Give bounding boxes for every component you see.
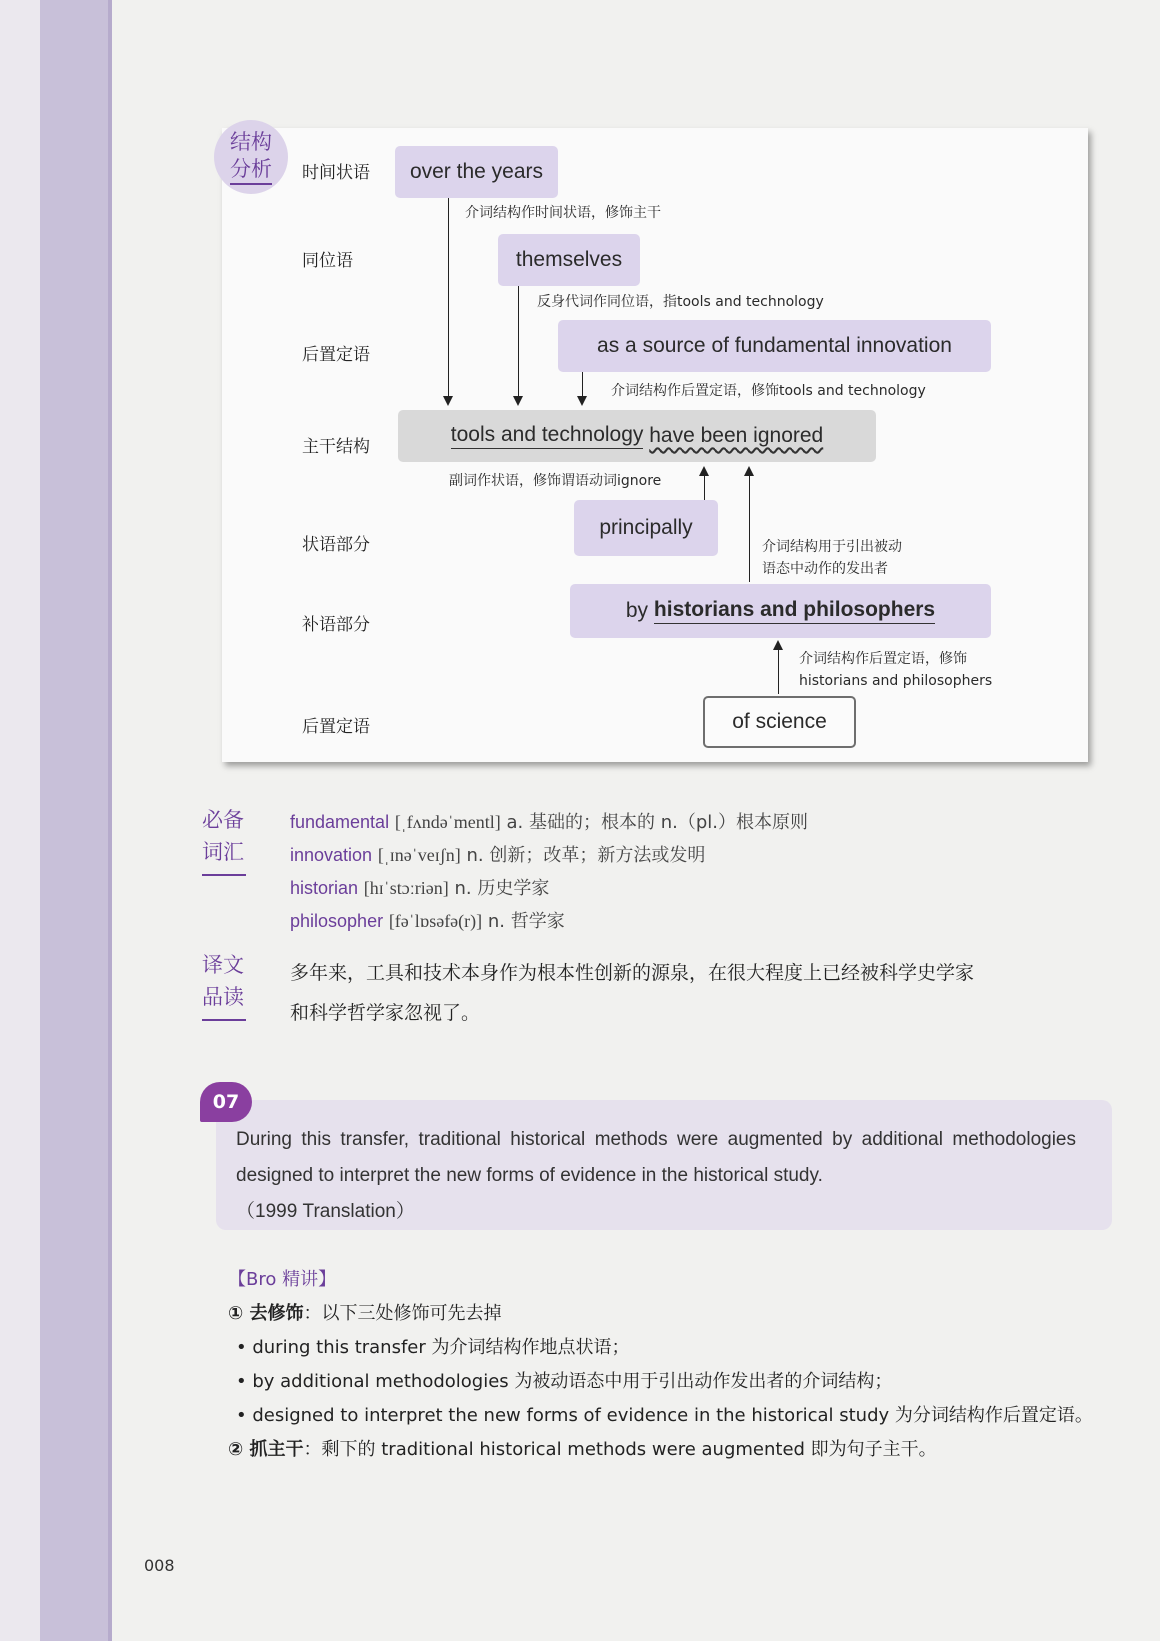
translation-line2: 和科学哲学家忽视了。 [290, 1002, 481, 1024]
vocab-list [290, 806, 808, 938]
vocab-word: philosopher [290, 911, 384, 931]
arrow-over-to-main [448, 198, 449, 404]
sentence-source: （1999 Translation） [236, 1201, 415, 1222]
row-label-main-clause: 主干结构 [302, 437, 370, 457]
vocab-phonetic: [ˌfʌndəˈmentl] [394, 812, 501, 832]
row-label-appositive: 同位语 [302, 251, 353, 271]
page-number: 008 [144, 1556, 175, 1575]
step-1-text: ：以下三处修饰可先去掉 [303, 1303, 502, 1324]
structure-analysis-badge [214, 120, 288, 194]
vocab-definition: n. 创新；改革；新方法或发明 [466, 845, 706, 866]
bullet-2: • by additional methodologies 为被动语态中用于引出动作发出者的介词结构； [236, 1371, 893, 1392]
step-1 [228, 1297, 1093, 1331]
note-time-adverbial: 介词结构作时间状语，修饰主干 [465, 205, 661, 221]
note-postmodifier: 介词结构作后置定语，修饰tools and technology [611, 383, 926, 399]
note-by-agent-line2: 语态中动作的发出者 [762, 561, 888, 578]
vocab-word: fundamental [290, 812, 390, 832]
bullet-3: • designed to interpret the new forms of evidence in the historical study 为分词结构作后置定语。 [236, 1405, 1093, 1426]
badge-line2: 分析 [230, 156, 272, 185]
note-by-agent-line1: 介词结构用于引出被动 [762, 539, 902, 555]
note-adverb: 副词作状语，修饰谓语动词ignore [449, 473, 662, 489]
step-1-label: ① 去修饰 [228, 1303, 304, 1324]
page-edge [0, 0, 40, 1641]
vocab-heading-line2: 词汇 [202, 839, 244, 864]
phrase-box-by-historians [570, 584, 991, 638]
sentence-body: During this transfer, traditional historical methods were augmented by additional methodologies designed to interpret the new forms of evidence in the historical study. [236, 1129, 1076, 1186]
sentence-07-text [236, 1122, 1076, 1230]
translation-text [290, 953, 1110, 1033]
by-word: by [625, 599, 649, 622]
phrase-box-main-clause [398, 410, 876, 462]
main-predicate: have been ignored [649, 424, 824, 447]
arrow-themselves-to-main [518, 286, 519, 404]
arrow-science-to-historians [778, 642, 779, 694]
note-of-science-line1: 介词结构作后置定语，修饰 [799, 651, 967, 667]
vocab-item [290, 905, 808, 938]
note-by-agent [762, 536, 902, 581]
vocab-item [290, 839, 808, 872]
arrow-by-to-main [749, 468, 750, 582]
vocab-definition: n. 哲学家 [487, 911, 565, 932]
vocab-definition: n. 历史学家 [454, 878, 550, 899]
main-subject: tools and technology [451, 423, 644, 449]
vocab-phonetic: [fəˈlɒsəfə(r)] [388, 911, 483, 931]
row-label-adverbial: 状语部分 [302, 535, 370, 555]
step-2 [228, 1433, 1093, 1467]
phrase-box-themselves: themselves [498, 234, 640, 286]
phrase-box-of-science: of science [703, 696, 856, 748]
vocab-item [290, 806, 808, 839]
translation-heading [202, 950, 246, 1021]
vocab-heading-line1: 必备 [202, 808, 244, 832]
arrow-source-to-main [582, 372, 583, 404]
translation-line1: 多年来，工具和技术本身作为根本性创新的源泉，在很大程度上已经被科学史学家 [290, 962, 975, 984]
note-of-science [799, 648, 992, 693]
vocab-heading [202, 805, 246, 876]
translation-heading-line1: 译文 [202, 953, 244, 977]
purple-margin-strip [40, 0, 110, 1641]
row-label-time-adverbial: 时间状语 [302, 163, 370, 183]
bro-heading: 【Bro 精讲】 [228, 1269, 337, 1290]
bro-explanation [228, 1263, 1093, 1467]
arrow-principally-to-main [704, 468, 705, 500]
vocab-word: historian [290, 878, 359, 898]
margin-line [108, 0, 112, 1641]
phrase-box-principally: principally [574, 500, 718, 556]
phrase-box-source: as a source of fundamental innovation [558, 320, 991, 372]
vocab-word: innovation [290, 845, 373, 865]
translation-heading-line2: 品读 [202, 984, 244, 1009]
step-2-text: ：剩下的 traditional historical methods were augmented 即为句子主干。 [303, 1439, 937, 1460]
badge-line1: 结构 [230, 129, 272, 154]
vocab-phonetic: [ˌɪnəˈveɪʃn] [377, 845, 461, 865]
row-label-complement: 补语部分 [302, 615, 370, 635]
note-of-science-line2: historians and philosophers [799, 673, 993, 690]
bullet-1: • during this transfer 为介词结构作地点状语； [236, 1337, 630, 1358]
row-label-postmodifier-2: 后置定语 [302, 717, 370, 737]
vocab-phonetic: [hɪˈstɔːriən] [363, 878, 449, 898]
note-appositive: 反身代词作同位语，指tools and technology [537, 294, 824, 310]
phrase-box-over-the-years: over the years [395, 146, 558, 198]
row-label-postmodifier: 后置定语 [302, 345, 370, 365]
step-2-label: ② 抓主干 [228, 1439, 304, 1460]
vocab-definition: a. 基础的；根本的 n.（pl.）根本原则 [506, 812, 808, 833]
historians-phrase: historians and philosophers [654, 598, 935, 624]
sentence-number-tag: 07 [200, 1082, 252, 1122]
vocab-item [290, 872, 808, 905]
